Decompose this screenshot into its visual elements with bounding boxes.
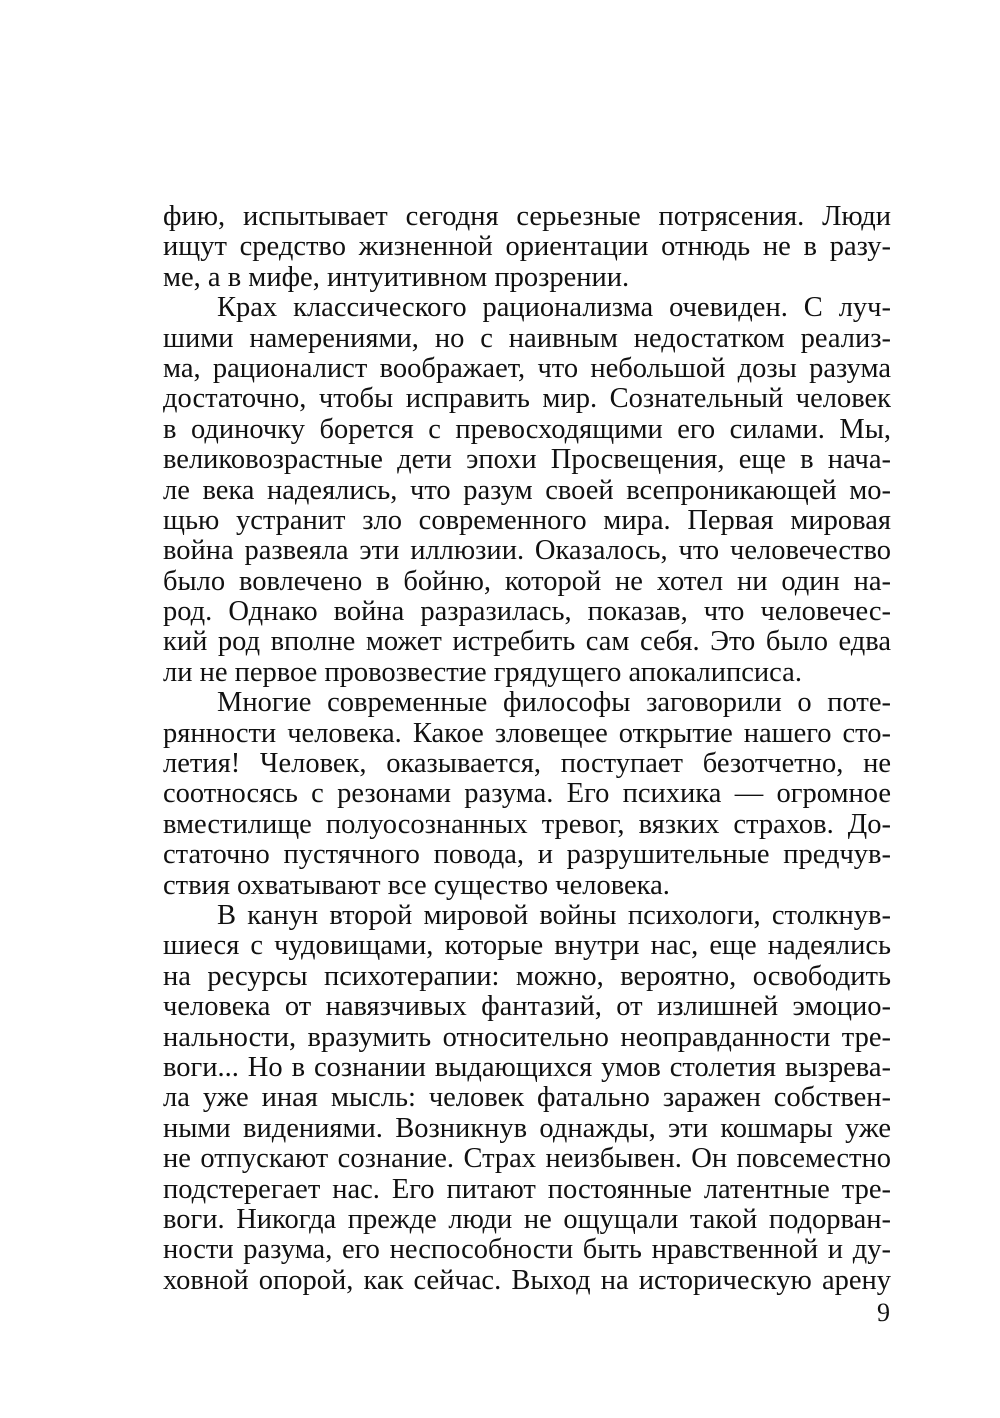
text-line: вместилище полуосознанных тревог, вязких страхов. До- — [163, 808, 891, 840]
text-line: ными видениями. Возникнув однажды, эти кошмары уже — [163, 1112, 891, 1144]
text-line: ищут средство жизненной ориентации отнюдь не в разу- — [163, 231, 891, 263]
text-line: воги. Никогда прежде люди не ощущали такой подорван- — [163, 1203, 891, 1235]
text-line: шиеся с чудовищами, которые внутри нас, еще надеялись — [163, 930, 891, 962]
text-line: ствия охватывают все существо человека. — [163, 869, 670, 901]
text-line: Крах классического рационализма очевиден. С луч- — [217, 292, 891, 324]
text-line: ли не первое провозвестие грядущего апокалипсиса. — [163, 656, 802, 688]
text-line: достаточно, чтобы исправить мир. Сознательный человек — [163, 383, 891, 415]
text-line: рянности человека. Какое зловещее открытие нашего сто- — [163, 717, 891, 749]
text-line: на ресурсы психотерапии: можно, вероятно, освободить — [163, 960, 891, 992]
paragraph — [163, 293, 891, 688]
text-line: воги... Но в сознании выдающихся умов столетия вызрева- — [163, 1051, 891, 1083]
text-line: фию, испытывает сегодня серьезные потрясения. Люди — [163, 201, 891, 232]
page-body — [163, 202, 891, 1296]
text-line: человека от навязчивых фантазий, от излишней эмоцио- — [163, 991, 891, 1023]
text-line: шими намерениями, но с наивным недостатком реализ- — [163, 322, 891, 354]
text-line: ности разума, его неспособности быть нравственной и ду- — [163, 1234, 891, 1266]
text-line: нальности, вразумить относительно неоправданности тре- — [163, 1021, 891, 1053]
text-line: ла уже иная мысль: человек фатально заражен собствен- — [163, 1082, 891, 1114]
text-line: не отпускают сознание. Страх неизбывен. Он повсеместно — [163, 1143, 891, 1175]
text-line: летия! Человек, оказывается, поступает безотчетно, не — [163, 748, 891, 780]
text-line: было вовлечено в бойню, которой не хотел ни один на- — [163, 565, 891, 597]
text-line: щью устранит зло современного мира. Первая мировая — [163, 504, 891, 536]
text-line: кий род вполне может истребить сам себя. Это было едва — [163, 626, 891, 658]
text-line: война развеяла эти иллюзии. Оказалось, что человечество — [163, 535, 891, 567]
text-line: род. Однако война разразилась, показав, что человечес- — [163, 596, 891, 628]
paragraph — [163, 688, 891, 901]
text-line: подстерегает нас. Его питают постоянные латентные тре- — [163, 1173, 891, 1205]
text-line: статочно пустячного повода, и разрушительные предчув- — [163, 839, 891, 871]
text-line: В канун второй мировой войны психологи, столкнув- — [217, 899, 891, 931]
text-line: ле века надеялись, что разум своей всепроникающей мо- — [163, 474, 891, 506]
page-number: 9 — [877, 1298, 890, 1327]
paragraph — [163, 202, 891, 293]
text-line: ховной опорой, как сейчас. Выход на историческую арену — [163, 1264, 891, 1296]
text-line: великовозрастные дети эпохи Просвещения, еще в нача- — [163, 444, 891, 476]
paragraph — [163, 901, 891, 1296]
text-line: Многие современные философы заговорили о поте- — [217, 687, 891, 719]
text-line: в одиночку борется с превосходящими его силами. Мы, — [163, 413, 891, 445]
text-line: ма, рационалист воображает, что небольшой дозы разума — [163, 352, 891, 384]
text-line: соотносясь с резонами разума. Его психика — огромное — [163, 778, 891, 810]
text-line: ме, а в мифе, интуитивном прозрении. — [163, 261, 630, 293]
